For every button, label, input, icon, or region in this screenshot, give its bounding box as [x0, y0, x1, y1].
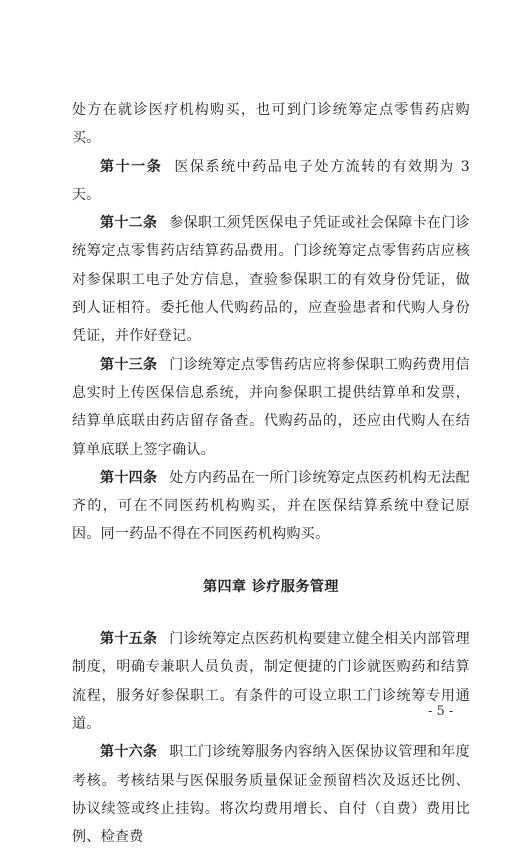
article-text: 参保职工须凭医保电子凭证或社会保障卡在门诊统筹定点零售药店结算药品费用。门诊统筹定点零售药店应核对参保职工电子处方信息，查验参保职工的有效身份凭证，做到人证相符。委托他人代购药品的，应查验患者和代购人身份凭证，并作好登记。: [72, 215, 470, 345]
page-number: - 5 -: [428, 704, 454, 719]
article-text: 医保系统中药品电子处方流转的有效期为 3 天。: [72, 158, 471, 203]
article-text: 职工门诊统筹服务内容纳入医保协议管理和年度考核。考核结果与医保服务质量保证金预留档次及返还比例、协议续签或终止挂钩。将次均费用增长、自付（自费）费用比例、检查费: [72, 744, 470, 846]
article-text: 门诊统筹定点医药机构要建立健全相关内部管理制度，明确专兼职人员负责，制定便捷的门诊就医购药和结算流程，服务好参保职工。有条件的可设立职工门诊统筹专用通道。: [72, 631, 470, 732]
article-text: 门诊统筹定点零售药店应将参保职工购药费用信息实时上传医保信息系统，并向参保职工提供结算单和发票，结算单底联由药店留存备查。代购药品的，还应由代购人在结算单底联上签字确认。: [72, 356, 470, 458]
article-number: 第十二条: [100, 215, 158, 232]
paragraph-lead: 处方在就诊医疗机构购买，也可到门诊统筹定点零售药店购买。: [72, 102, 470, 147]
article-number: 第十一条: [100, 158, 163, 175]
article-number: 第十五条: [100, 631, 158, 648]
article-11: [72, 153, 470, 210]
article-15: [72, 625, 470, 738]
article-14: [72, 464, 470, 549]
article-16: [72, 738, 470, 851]
document-body: [72, 96, 470, 851]
article-number: 第十三条: [100, 356, 158, 373]
article-number: 第十六条: [100, 744, 158, 761]
chapter-heading: 第四章 诊疗服务管理: [203, 578, 339, 595]
article-13: [72, 351, 470, 464]
article-12: [72, 209, 470, 350]
article-text: 处方内药品在一所门诊统筹定点医药机构无法配齐的，可在不同医药机构购买，并在医保结算系统中登记原因。同一药品不得在不同医药机构购买。: [72, 469, 470, 543]
article-number: 第十四条: [100, 469, 158, 486]
